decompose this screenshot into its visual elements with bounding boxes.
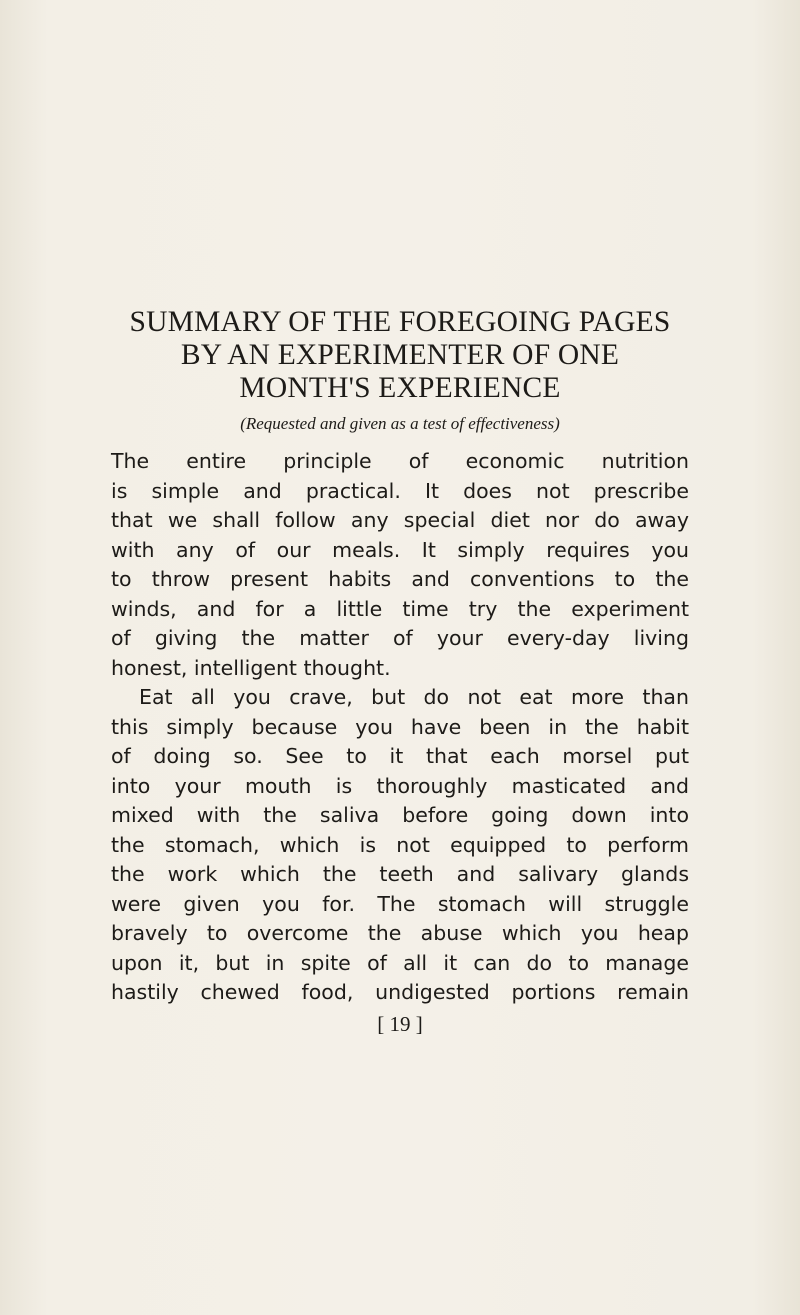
paragraph-2 — [111, 683, 689, 1008]
text-line: honest, intelligent thought. — [111, 655, 391, 680]
text-line: the work which the teeth and salivary glands — [111, 862, 689, 886]
page-text-block — [111, 306, 689, 1038]
text-line: hastily chewed food, undigested portions remain — [111, 980, 689, 1004]
text-line: upon it, but in spite of all it can do to manage — [111, 950, 689, 975]
text-line: this simply because you have been in the habit — [111, 714, 689, 739]
heading-line: BY AN EXPERIMENTER OF ONE — [180, 339, 620, 371]
text-line: is simple and practical. It does not prescribe — [111, 478, 689, 503]
heading-line: MONTH'S EXPERIENCE — [239, 372, 561, 404]
text-line: bravely to overcome the abuse which you heap — [111, 921, 689, 945]
text-line: into your mouth is thoroughly masticated and — [111, 773, 689, 798]
paragraph-1 — [111, 447, 689, 683]
heading-line: SUMMARY OF THE FOREGOING PAGES — [129, 306, 671, 338]
chapter-subtitle: (Requested and given as a test of effectiveness) — [240, 414, 560, 433]
chapter-heading — [111, 306, 689, 405]
text-line: winds, and for a little time try the experiment — [111, 596, 689, 621]
text-line: with any of our meals. It simply requires you — [111, 537, 689, 562]
page-number: [ 19 ] — [377, 1011, 423, 1036]
text-line: the stomach, which is not equipped to perform — [111, 832, 689, 857]
text-line: of giving the matter of your every-day living — [111, 626, 689, 650]
text-line: mixed with the saliva before going down into — [111, 803, 689, 827]
text-line: The entire principle of economic nutrition — [111, 449, 689, 473]
text-line: of doing so. See to it that each morsel put — [111, 744, 689, 768]
text-line: were given you for. The stomach will struggle — [111, 891, 689, 916]
text-line: that we shall follow any special diet nor do away — [111, 508, 689, 532]
text-line: Eat all you crave, but do not eat more than — [139, 685, 689, 709]
text-line: to throw present habits and conventions to the — [111, 567, 689, 591]
